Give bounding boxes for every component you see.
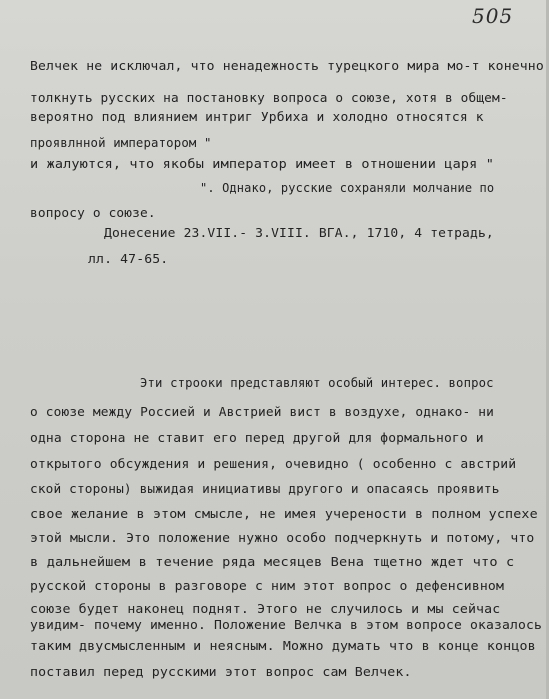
text-line: этой мысли. Это положение нужно особо подчеркнуть и потому, что — [30, 530, 535, 545]
text-line: о союзе между Россией и Австрией вист в воздухе, однако- ни — [30, 404, 494, 419]
text-line: и жалуются, что якобы император имеет в отношении царя " — [30, 156, 494, 171]
text-line: ". Однако, русские сохраняли молчание по — [200, 180, 495, 195]
text-line: русской стороны в разговоре с ним этот вопрос о дефенсивном — [30, 578, 504, 593]
text-line: толкнуть русских на постановку вопроса о союзе, хотя в общем- — [30, 90, 508, 105]
reference-line: лл. 47-65. — [88, 251, 169, 266]
text-line: таким двусмысленным и неясным. Можно думать что в конце концов — [30, 638, 536, 653]
text-line: проявлнной императором " — [30, 135, 212, 150]
text-line: одна сторона не ставит его перед другой для формального и — [30, 430, 484, 445]
text-line: вопросу о союзе. — [30, 205, 156, 220]
text-line: свое желание в этом смысле, не имея учерености в полном успехе — [30, 506, 538, 521]
reference-line: Донесение 23.VII.- 3.VIII. ВГА., 1710, 4 тетрадь, — [104, 225, 494, 240]
text-line: поставил перед русскими этот вопрос сам Велчек. — [30, 664, 412, 679]
text-line: Велчек не исключал, что ненадежность турецкого мира мо-т конечно — [30, 58, 544, 73]
text-line: Эти строоки представляют особый интерес. вопрос — [140, 375, 494, 390]
text-line: увидим- почему именно. Положение Велчка в этом вопросе оказалось — [30, 617, 543, 632]
text-line: в дальнейшем в течение ряда месяцев Вена тщетно ждет что с — [30, 554, 515, 569]
text-line: открытого обсуждения и решения, очевидно ( особенно с австрий — [30, 456, 517, 471]
text-line: вероятно под влиянием интриг Урбиха и холодно относятся к — [30, 109, 484, 124]
folio-number: 505 — [472, 4, 514, 28]
text-line: ской стороны) выжидая инициативы другого и опасаясь проявить — [30, 481, 500, 496]
text-line: союзе будет наконец поднят. Этого не случилось и мы сейчас — [30, 601, 501, 616]
